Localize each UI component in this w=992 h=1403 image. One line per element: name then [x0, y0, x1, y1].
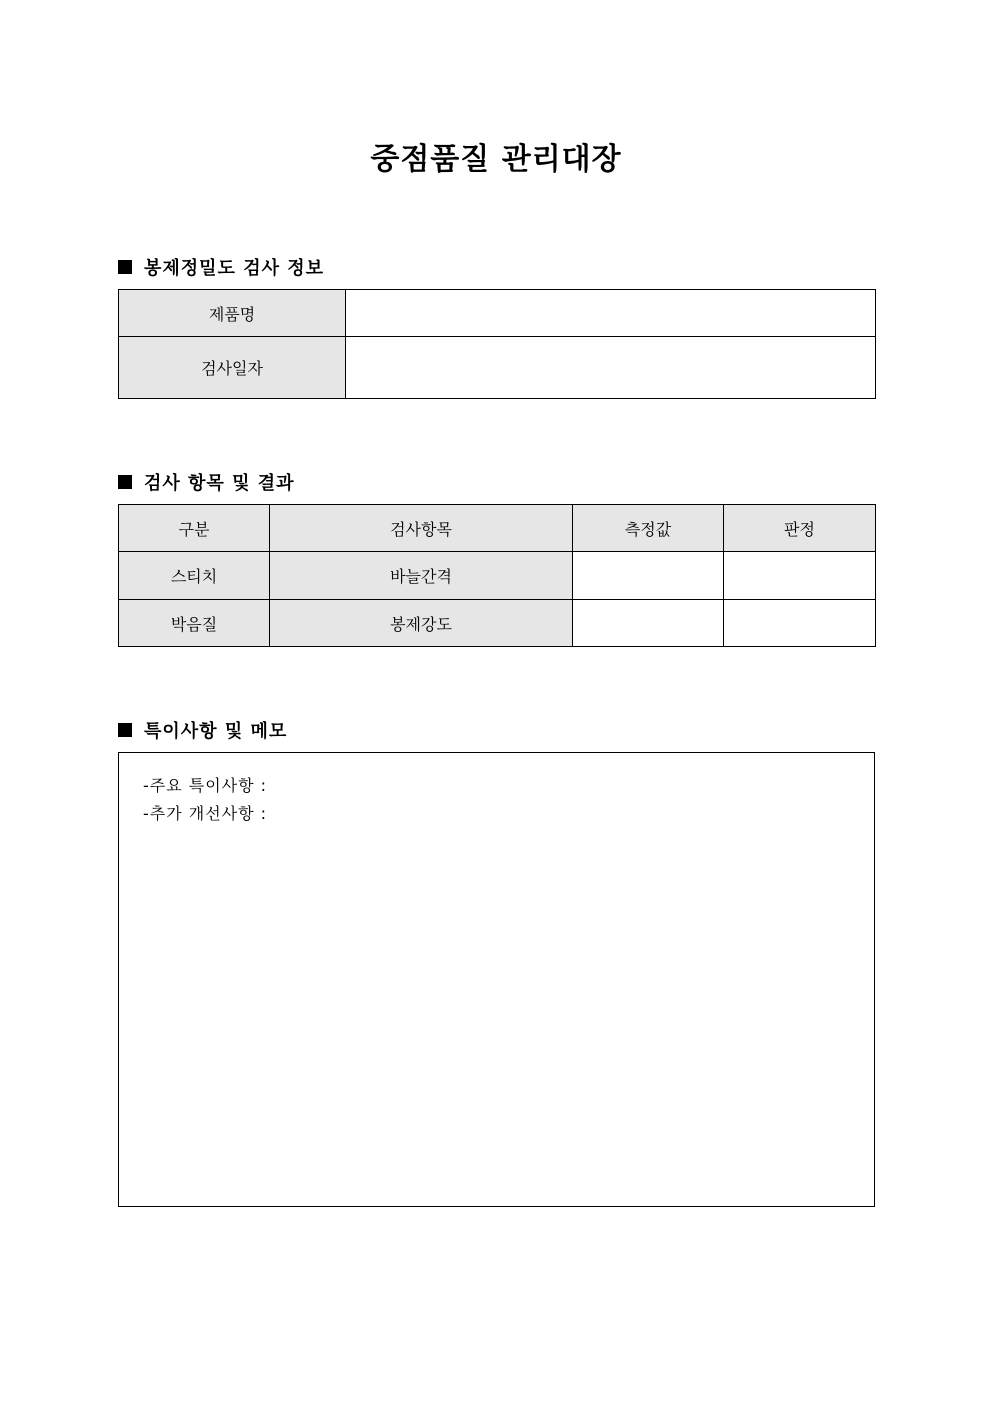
results-item-cell: 바늘간격	[270, 552, 573, 600]
results-header-item: 검사항목	[270, 505, 573, 552]
results-measured-cell[interactable]	[573, 552, 724, 600]
section-heading-results-label: 검사 항목 및 결과	[144, 473, 295, 494]
document-title: 중점품질 관리대장	[370, 142, 622, 177]
info-value-product[interactable]	[346, 290, 876, 337]
results-header-measured: 측정값	[573, 505, 724, 552]
table-row	[119, 552, 876, 600]
square-bullet-icon	[118, 260, 132, 274]
results-header-category: 구분	[119, 505, 270, 552]
section-heading-info	[118, 254, 324, 280]
memo-line-main-issues: -주요 특이사항 :	[143, 776, 268, 795]
info-row-date	[119, 337, 876, 399]
results-header-row	[119, 505, 876, 552]
info-row-product	[119, 290, 876, 337]
section-heading-results	[118, 469, 295, 495]
section-heading-info-label: 봉제정밀도 검사 정보	[144, 258, 325, 279]
info-value-date[interactable]	[346, 337, 876, 399]
results-category-cell: 박음질	[119, 600, 270, 647]
memo-box[interactable]	[118, 752, 875, 1207]
info-table	[118, 289, 876, 399]
table-row	[119, 600, 876, 647]
memo-line-improvements: -추가 개선사항 :	[143, 804, 268, 823]
results-judgement-cell[interactable]	[724, 552, 876, 600]
results-item-cell: 봉제강도	[270, 600, 573, 647]
info-label-product: 제품명	[119, 290, 346, 337]
square-bullet-icon	[118, 723, 132, 737]
results-measured-cell[interactable]	[573, 600, 724, 647]
results-header-judgement: 판정	[724, 505, 876, 552]
square-bullet-icon	[118, 475, 132, 489]
section-heading-notes-label: 특이사항 및 메모	[144, 721, 288, 742]
section-heading-notes	[118, 717, 287, 743]
results-judgement-cell[interactable]	[724, 600, 876, 647]
results-category-cell: 스티치	[119, 552, 270, 600]
info-label-date: 검사일자	[119, 337, 346, 399]
results-table	[118, 504, 876, 647]
